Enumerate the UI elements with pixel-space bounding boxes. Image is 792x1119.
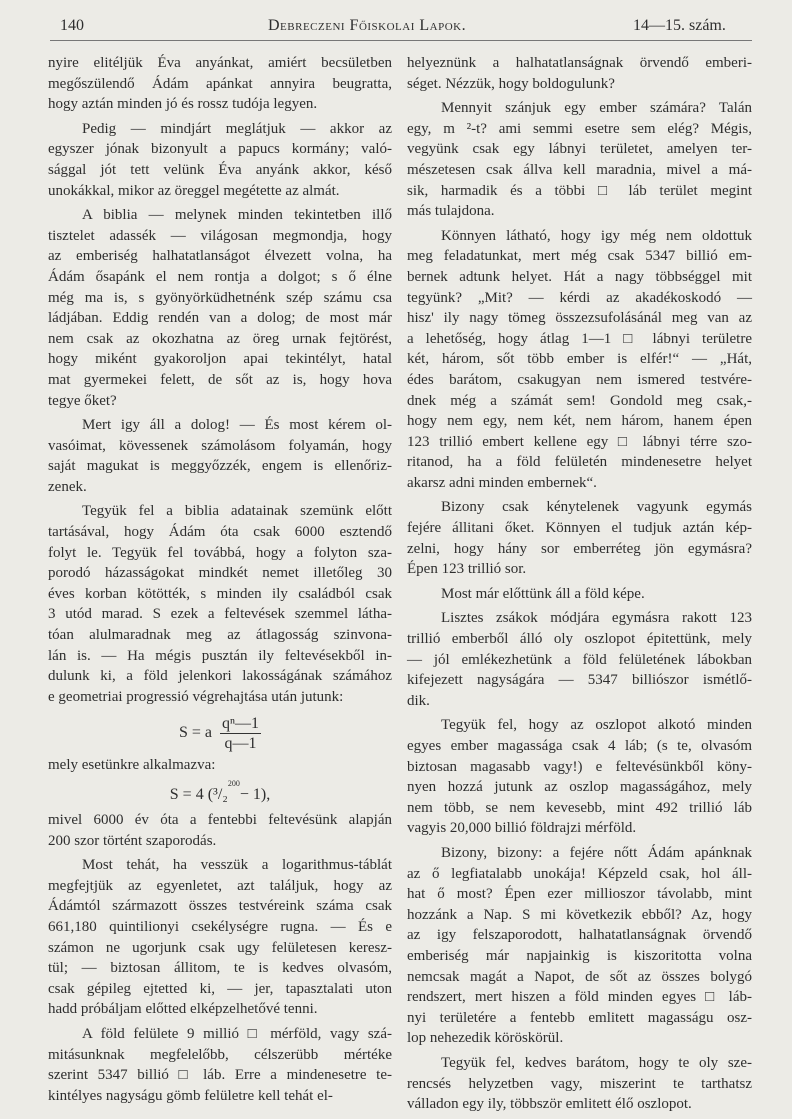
text-line: A biblia — melynek minden tekintetben illő (82, 207, 392, 224)
paragraph (48, 53, 392, 115)
text-line: 200 szor történt szaporodás. (48, 832, 217, 849)
paragraph (407, 497, 752, 579)
paragraph (48, 1024, 392, 1106)
text-line: porodó házasságokat mindkét nemet illetőleg 30 (48, 565, 392, 582)
text-line: az ő legfiatalabb unokája! Képzeld csak, hol áll- (407, 865, 752, 882)
text-line: 123 trillió embert kellene egy □ lábnyi térre szo- (407, 433, 752, 450)
paragraph (407, 226, 752, 494)
text-line: megfejtjük az egyenletet, azt találjuk, hogy az (48, 877, 392, 894)
text-line: emberiség már napjainkig is kiszoritotta volna (407, 947, 752, 964)
text-line: lán is. — Ha mégis pusztán ily feltevésekből in- (48, 647, 392, 664)
text-line: nem csak az okozhatna az öreg urnak fejtörést, (48, 330, 392, 347)
text-line: Bizony csak kénytelenek vagyunk egymás (441, 499, 752, 516)
text-line: meg feladatunkat, mert még csak 5347 billió em- (407, 248, 752, 265)
formula-lhs: S = 4 (³/₂ (169, 786, 228, 803)
text-line: nem több, se nem kevesebb, mint 492 trillió láb (407, 799, 752, 816)
text-line: mészetesen csak állva kell maradnia, mivel a má- (407, 161, 752, 178)
text-line: mat gyermekei felett, de sőt az is, hogy hova (48, 371, 392, 388)
text-line: — jól emlékezhetünk a föld felületének lábokban (407, 651, 752, 668)
text-line: hadd próbáljam előtted elképzelhetővé tenni. (48, 1001, 318, 1018)
formula-geometric-sum (48, 711, 392, 755)
text-line: folyt le. Tegyük fel továbbá, hogy a folyton sza- (48, 544, 392, 561)
text-line: rencsés helyzetben vagy, miszerint te tarthatsz (407, 1075, 752, 1092)
text-line: hat ő most? Épen ezer millioszor távolabb, mint (407, 886, 752, 903)
text-line: édes barátom, csakugyan nem ismered testvére- (407, 371, 752, 388)
paragraph (407, 584, 752, 605)
text-line: Ádámtól származott összes testvéreink száma csak (48, 898, 392, 915)
text-line: zelni, hogy hány sor emberréteg jön egymásra? (407, 540, 752, 557)
text-line: mitásunknak megfelelőbb, célszerübb mértéke (48, 1046, 392, 1063)
text-line: éves korban kötötték, s minden ily családból csak (48, 585, 392, 602)
text-line: saját magukat is meggyőzzék, engem is ellenőriz- (48, 458, 392, 475)
paragraph (407, 98, 752, 222)
paragraph (48, 501, 392, 707)
text-line: Tegyük fel, kedves barátom, hogy te oly sze- (441, 1054, 752, 1071)
text-line: az emberiség halhatatlanságot élvezett volna, ha (48, 248, 392, 265)
text-line: vagyis 20,000 billió földrajzi mérföld. (407, 820, 637, 837)
text-line: sik, harmadik és a többi □ láb terület megint (407, 182, 752, 199)
text-line: tóan alulmaradnak meg az átlagosság szinvona- (48, 627, 392, 644)
text-line: nyi területére a fentebb emlitett magasságu osz- (407, 1009, 752, 1026)
text-line: megőszülendő Ádám apánkat annyira beugratta, (48, 75, 392, 92)
text-line: dik. (407, 692, 430, 709)
paragraph (407, 1053, 752, 1115)
issue-number: 14—15. szám. (633, 17, 726, 34)
text-line: séget. Nézzük, hogy boldogulunk? (407, 75, 615, 92)
text-line: hogy nem egy, nem két, nem három, hanem épen (407, 413, 752, 430)
text-line: szerint 5347 billió □ láb. Erre a mindenesetre te- (48, 1067, 392, 1084)
text-line: nemcsak magát a Napot, de sőt az összes bolygó (407, 968, 752, 985)
text-line: bernek adtunk helyet. Hát a nagy többséggel mit (407, 268, 752, 285)
text-line: 3 utód marad. S ezek a feltevések szemmel látha- (48, 606, 392, 623)
text-line: dnek még a számát sem! Gondold meg csak,- (407, 392, 752, 409)
text-line: az igy felszaporodott, halhatatlanságnak örvendő (407, 927, 752, 944)
formula-denominator: q—1 (224, 734, 257, 752)
text-line: biztosan magasabb vagy!) e feltevésünkből köny- (407, 758, 752, 775)
paragraph (407, 843, 752, 1049)
text-line: Most már előttünk áll a föld képe. (441, 585, 645, 602)
text-line: csak gépileg ejtetted ki, — jer, tapasztalati uton (48, 980, 392, 997)
text-line: tegye őket? (48, 392, 117, 409)
text-line: nyen hozzá jutunk az oszlop magasságához, mely (407, 779, 752, 796)
text-line: A föld felülete 9 millió □ mérföld, vagy szá- (82, 1025, 392, 1042)
text-line: ládjában. Eddig rendén van a dolog; de most már (48, 310, 392, 327)
text-line: e geometriai progressió végrehajtása után jutunk: (48, 688, 344, 705)
text-line: unokákkal, mikor az öreggel megétette az almát. (48, 182, 340, 199)
text-line: válladon egy ily, többször emlitett élő oszlopot. (407, 1096, 692, 1113)
text-line: egy, m ²-t? ami semmi esetre sem elég? Mégis, (407, 120, 752, 137)
text-line: két, három, sőt több ember is elfér!“ — „Hát, (407, 351, 752, 368)
paragraph (48, 755, 392, 776)
text-line: hogy aztán minden jó és rossz tudója legyen. (48, 96, 318, 113)
text-line: vegyünk csak egy lábnyi területet, amelyen ter- (407, 141, 752, 158)
right-column (407, 53, 752, 1119)
text-line: 661,180 quintilionyi csekélységre rugna. — És e (48, 918, 392, 935)
text-line: Tegyük fel a biblia adatainak szemünk előtt (82, 503, 392, 520)
text-line: vasóimat, kövessenek számolásom folyamán, hogy (48, 437, 392, 454)
paragraph (407, 715, 752, 839)
formula-fraction (220, 714, 261, 753)
text-line: még ma is, s gyönyörküdhetnénk szép számu csa (48, 289, 392, 306)
text-line: hisz' ily nagy tömeg összezsufolásánál meg van az (407, 310, 752, 327)
text-line: kifejezett nagyságára — 5347 billiószor ismétlő- (407, 672, 752, 689)
text-line: Ádám ősapánk el nem rontja a dolgot; s ő élne (48, 268, 392, 285)
text-line: zenek. (48, 478, 87, 495)
formula-applied (48, 780, 392, 810)
text-line: helyeznünk a halhatatlanságnak örvendő emberi- (407, 55, 752, 71)
text-line: tisztelet adassék — világosan megmondja, hogy (48, 227, 392, 244)
paragraph (407, 608, 752, 711)
text-line: ritanod, ha a föld felületén mindenesetre helyet (407, 454, 752, 471)
text-line: hozzánk a Nap. S mi következik ebből? Az, hogy (407, 906, 752, 923)
text-line: Lisztes zsákok módjára egymásra rakott 123 (441, 610, 752, 627)
text-line: tegyünk? „Mit? — kérdi az akadékoskodó — (407, 289, 752, 306)
text-line: dulunk ki, a föld jelenkori lakosságának számához (48, 668, 392, 685)
text-line: sággal jót tett velünk Éva anyánk akkor, késő (48, 161, 392, 178)
text-line: lop nehezedik köröskörül. (407, 1030, 564, 1047)
text-line: Bizony, bizony: a fejére nőtt Ádám apánknak (441, 844, 752, 861)
text-line: akarsz adni minden embernek“. (407, 474, 597, 491)
formula-exponent: 200 (227, 778, 240, 788)
paragraph (48, 205, 392, 411)
formula-numerator: qⁿ—1 (221, 714, 260, 732)
left-column (48, 53, 392, 1110)
text-line: kintélyes nagyságu gömb felületre kell tehát el- (48, 1087, 333, 1104)
journal-title: Debreczeni Főiskolai Lapok. (268, 17, 467, 34)
text-line: hogy miként gyakoroljon apai tekintélyt, hatal (48, 351, 392, 368)
text-line: nyire elitéljük Éva anyánkat, amiért becsületben (48, 55, 392, 71)
text-line: más tulajdona. (407, 203, 495, 220)
paragraph (48, 119, 392, 201)
text-line: Mert igy áll a dolog! — És most kérem ol- (82, 417, 392, 434)
text-line: egyes ember magassága csak 4 láb; (s te, olvasóm (407, 738, 752, 754)
page-number: 140 (60, 17, 84, 34)
text-line: mivel 6000 év óta a fentebbi feltevésünk alapján (48, 812, 392, 828)
text-line: Mennyit szánjuk egy ember számára? Talán (441, 100, 752, 117)
text-line: trillió emberből álló oly oszlopot épitettünk, mely (407, 631, 752, 648)
text-line: Pedig — mindjárt meglátjuk — akkor az (82, 120, 392, 137)
text-line: Könnyen látható, hogy igy még nem oldottuk (441, 227, 752, 244)
paragraph (407, 53, 752, 94)
text-line: Most tehát, ha vesszük a logarithmus-táblát (82, 857, 392, 874)
formula-lhs: S = a (178, 724, 212, 742)
formula-rhs: − 1), (239, 786, 271, 803)
text-line: tartásával, hogy Ádám óta csak 6000 esztendő (48, 524, 392, 541)
paragraph (48, 810, 392, 851)
text-line: tül; — biztosan állitom, te is kedves olvasóm, (48, 960, 392, 977)
header-rule (50, 40, 752, 41)
text-line: egyszer jónak bizonyult a papucs kormány; való- (48, 141, 392, 158)
text-line: rendszert, mert hiszen a föld minden egyes □ láb- (407, 989, 752, 1006)
text-line: mely esetünkre alkalmazva: (48, 757, 216, 774)
paragraph (48, 415, 392, 497)
text-line: Tegyük fel, hogy az oszlopot alkotó minden (441, 717, 752, 734)
text-line: fejére állitani őket. Könnyen el tudjuk aztán kép- (407, 520, 752, 537)
text-line: számon ne ugorjunk csak ugy felületesen keresz- (48, 939, 392, 956)
text-line: Épen 123 trillió sor. (407, 561, 527, 578)
text-line: a lehetőség, hogy átlag 1—1 □ lábnyi területre (407, 330, 752, 347)
paragraph (48, 855, 392, 1020)
